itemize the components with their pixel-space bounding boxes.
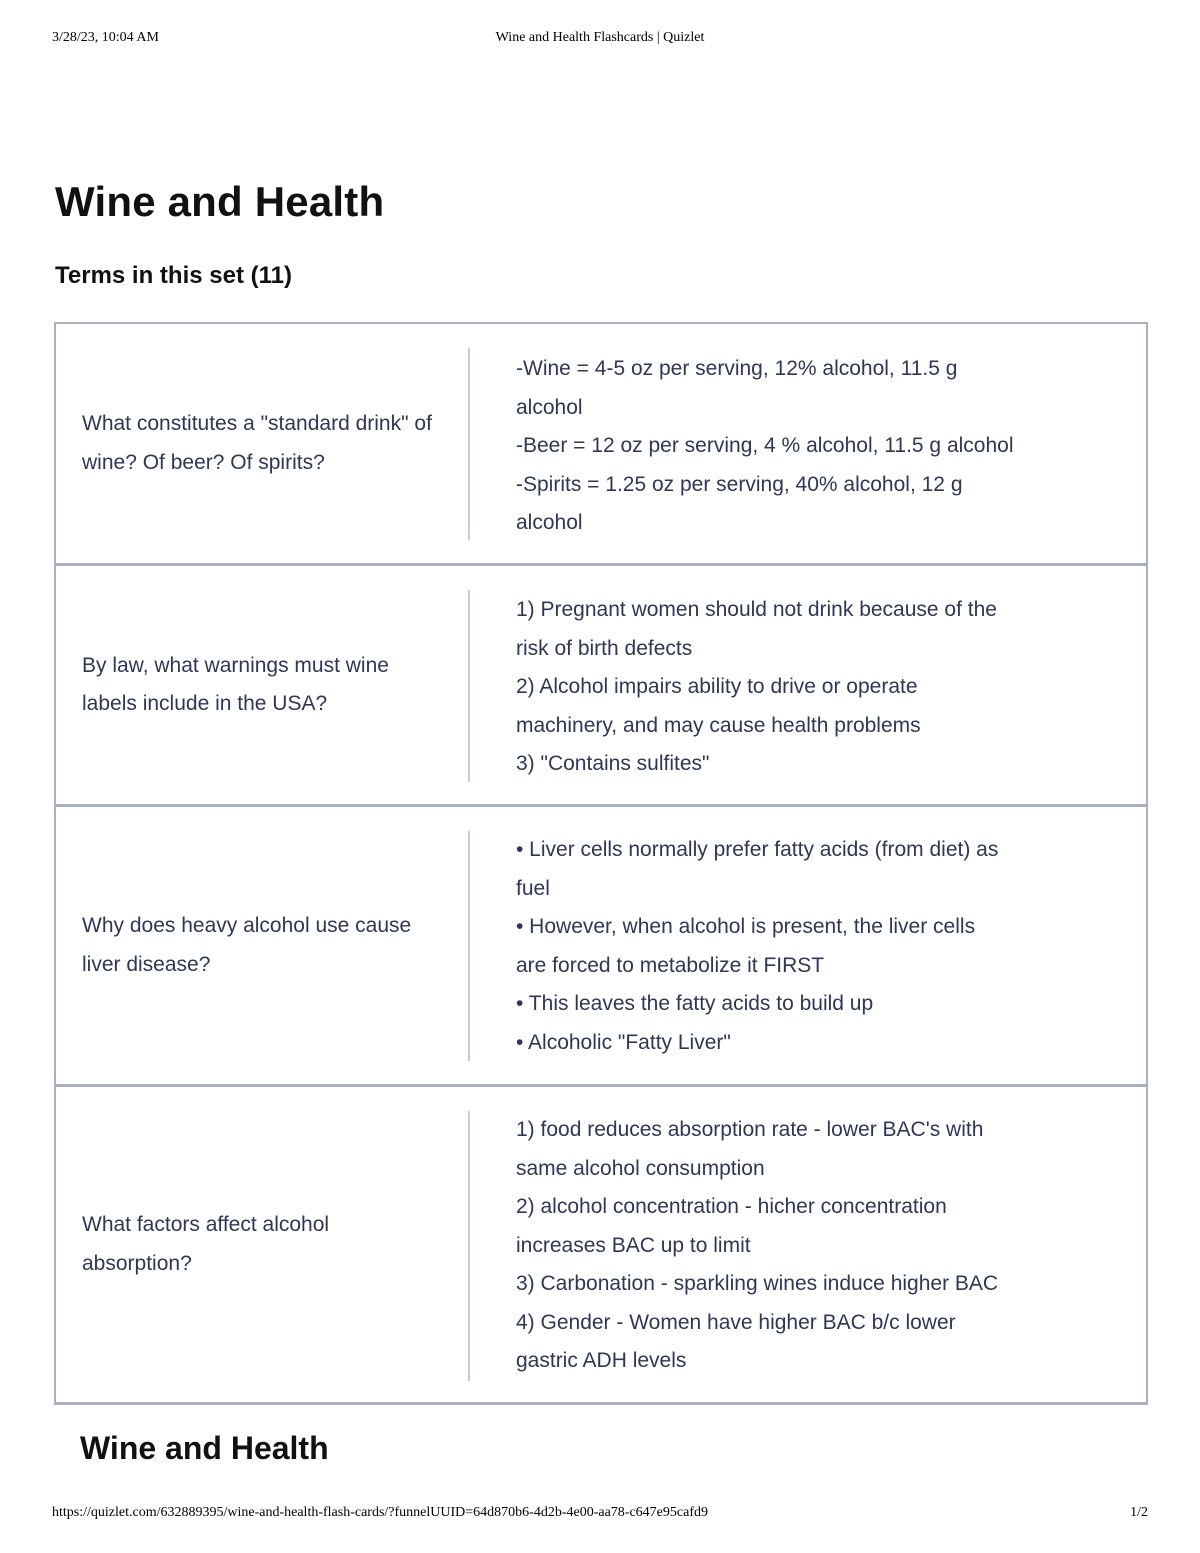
definition-line: • However, when alcohol is present, the liver cells (516, 915, 976, 938)
definition-line: • This leaves the fatty acids to build up (516, 992, 874, 1015)
definition-line: 1) food reduces absorption rate - lower BAC's with (516, 1118, 984, 1141)
page-number: 1/2 (1130, 1505, 1148, 1520)
print-footer (0, 1505, 1200, 1525)
print-datetime: 3/28/23, 10:04 AM (52, 30, 159, 45)
definition-line: alcohol (516, 395, 583, 419)
definition (516, 350, 1116, 543)
definition-line: alcohol (516, 511, 583, 534)
definition-line: gastric ADH levels (516, 1349, 687, 1372)
definition-line: • Liver cells normally prefer fatty acids (from diet) as (516, 838, 999, 861)
definition-line: 2) alcohol concentration - hicher concentration (516, 1195, 947, 1218)
term-text: By law, what warnings must wine labels include in the USA? (82, 653, 389, 715)
definition-line: 1) Pregnant women should not drink because of the (516, 598, 997, 621)
definition-line: -Spirits = 1.25 oz per serving, 40% alcohol, 12 g (516, 472, 963, 496)
page-url: https://quizlet.com/632889395/wine-and-health-flash-cards/?funnelUUID=64d870b6-4d2b-4e00-aa78-c647e95cafd9 (52, 1505, 708, 1520)
definition-line: 2) Alcohol impairs ability to drive or operate (516, 675, 918, 698)
definition (516, 831, 1116, 1062)
definition-line: -Beer = 12 oz per serving, 4 % alcohol, 11.5 g alcohol (516, 434, 1014, 457)
term-text: Why does heavy alcohol use cause liver disease? (82, 914, 412, 976)
terms-heading: Terms in this set (11) (55, 262, 292, 289)
term-row (56, 807, 1146, 1087)
definition-line: fuel (516, 876, 550, 900)
definition-line: 3) Carbonation - sparkling wines induce higher BAC (516, 1272, 999, 1295)
definition-line: -Wine = 4-5 oz per serving, 12% alcohol, 11.5 g (516, 357, 958, 380)
definition-line: • Alcoholic "Fatty Liver" (516, 1030, 731, 1054)
print-page-title: Wine and Health Flashcards | Quizlet (495, 30, 705, 45)
term-text: What factors affect alcohol absorption? (82, 1213, 330, 1275)
row-divider (468, 348, 470, 540)
row-divider (468, 831, 470, 1061)
definition-line: risk of birth defects (516, 636, 693, 660)
definition-line: 4) Gender - Women have higher BAC b/c lower (516, 1310, 956, 1334)
terms-table (54, 322, 1148, 1405)
definition-line: machinery, and may cause health problems (516, 713, 921, 737)
row-divider (468, 1111, 470, 1381)
term-row (56, 324, 1146, 566)
definition-line: 3) "Contains sulfites" (516, 752, 710, 775)
definition (516, 591, 1116, 784)
set-title: Wine and Health (55, 178, 385, 225)
definition-line: increases BAC up to limit (516, 1233, 751, 1257)
print-header (0, 30, 1200, 50)
term-row (56, 1087, 1146, 1405)
footer-set-title: Wine and Health (80, 1430, 329, 1466)
definition (516, 1111, 1116, 1381)
definition-line: same alcohol consumption (516, 1156, 765, 1180)
term-row (56, 566, 1146, 807)
definition-line: are forced to metabolize it FIRST (516, 953, 825, 977)
term-text: What constitutes a "standard drink" of wine? Of beer? Of spirits? (82, 412, 432, 474)
row-divider (468, 590, 470, 782)
